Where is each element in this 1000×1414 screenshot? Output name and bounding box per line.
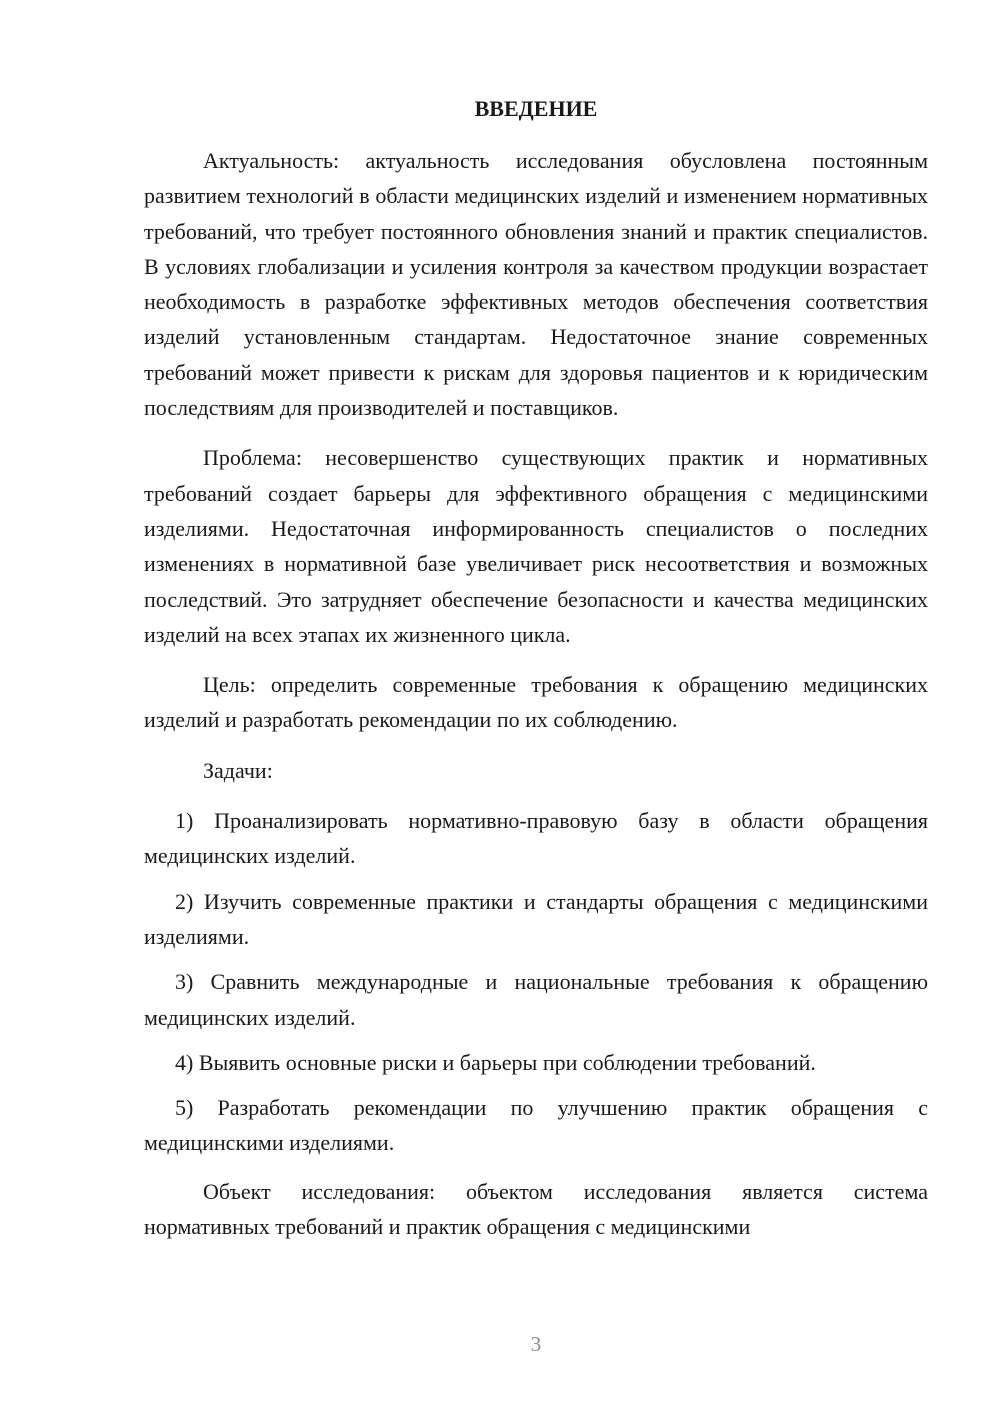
document-body [144,91,928,1259]
page-number: 3 [530,1332,542,1356]
paragraph-problem: Проблема: несовершенство существующих практик и нормативных требований создает барьеры для эффективного обращения с медицинскими изделиями. Недостаточная информированность специалистов о последних изменениях в нормативной базе увеличивает риск несоответствия и возможных последствий. Это затрудняет обеспечение безопасности и качества медицинских изделий на всех этапах их жизненного цикла. [144,445,928,647]
section-title: ВВЕДЕНИЕ [474,96,598,121]
task-item: 1) Проанализировать нормативно-правовую базу в области обращения медицинских изделий. [144,808,928,869]
tasks-heading: Задачи: [203,757,273,783]
task-item: 4) Выявить основные риски и барьеры при соблюдении требований. [175,1049,816,1075]
paragraph-relevance: Актуальность: актуальность исследования обусловлена постоянным развитием технологий в области медицинских изделий и изменением нормативных требований, что требует постоянного обновления знаний и практик специалистов. В условиях глобализации и усиления контроля за качеством продукции возрастает необходимость в разработке эффективных методов обеспечения соответствия изделий установленным стандартам. Недостаточное знание современных требований может привести к рискам для здоровья пациентов и к юридическим последствиям для производителей и поставщиков. [144,148,928,421]
paragraph-goal: Цель: определить современные требования к обращению медицинских изделий и разработать рекомендации по их соблюдению. [144,672,928,733]
task-item: 2) Изучить современные практики и стандарты обращения с медицинскими изделиями. [144,888,928,949]
task-item: 3) Сравнить международные и национальные требования к обращению медицинских изделий. [144,969,928,1030]
tasks-list [144,803,928,1161]
paragraph-object: Объект исследования: объектом исследования является система нормативных требований и практик обращения с медицинскими [144,1178,928,1240]
task-item: 5) Разработать рекомендации по улучшению практик обращения с медицинскими изделиями. [144,1095,928,1156]
